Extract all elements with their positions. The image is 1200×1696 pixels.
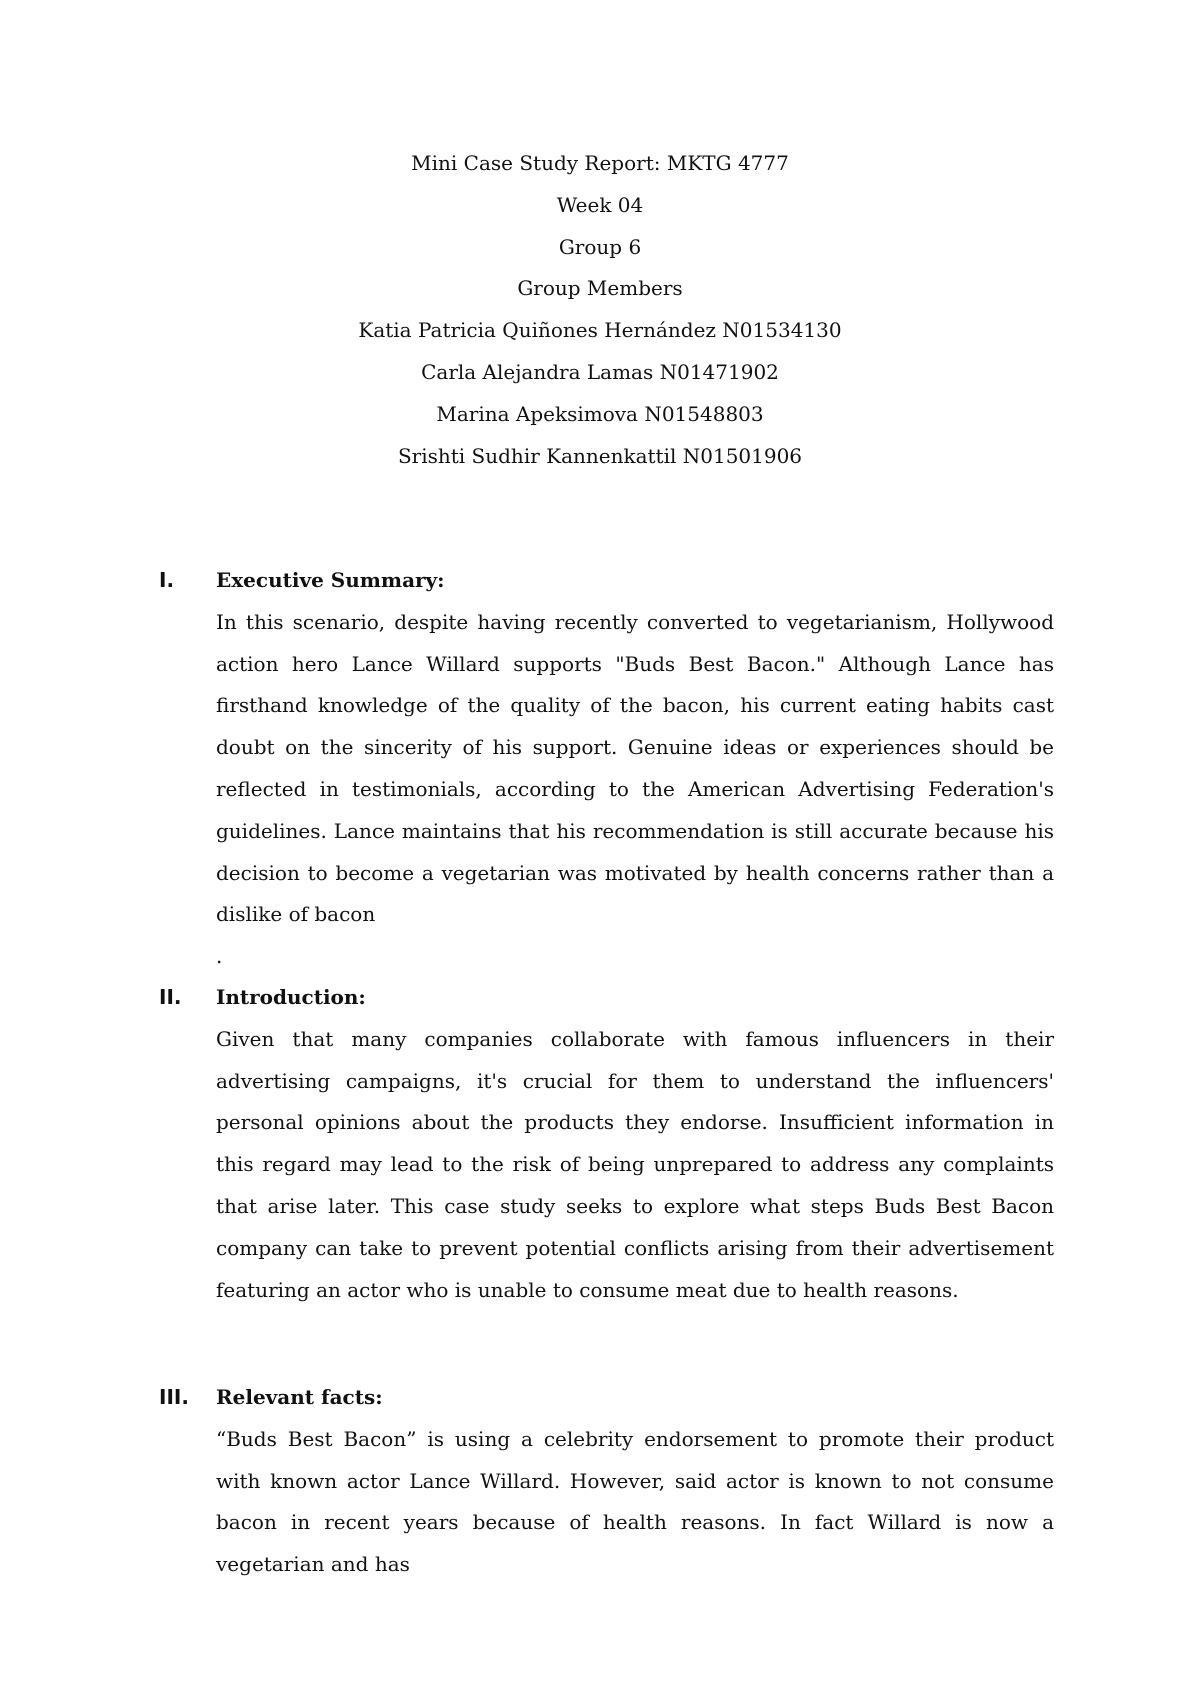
section-heading: Introduction: xyxy=(216,985,366,1009)
section-paragraph: In this scenario, despite having recently converted to vegetarianism, Hollywood action hero Lance Willard supports "Buds Best Bacon." Although Lance has firsthand knowledge of the quality of the bacon, his current eating habits cast doubt on the sincerity of his support. Genuine ideas or experiences should be reflected in testimonials, according to the American Advertising Federation's guidelines. Lance maintains that his recommendation is still accurate because his decision to become a vegetarian was motivated by health concerns rather than a dislike of bacon xyxy=(216,609,1054,927)
section-number: II. xyxy=(159,985,182,1009)
group-members-heading: Group Members xyxy=(517,276,683,301)
section-number: III. xyxy=(159,1385,189,1409)
group-label: Group 6 xyxy=(558,234,642,259)
section-body xyxy=(216,1419,1054,1586)
section-paragraph: “Buds Best Bacon” is using a celebrity endorsement to promote their product with known actor Lance Willard. However, said actor is known to not consume bacon in recent years because of health reasons. In fact Willard is now a vegetarian and has xyxy=(216,1426,1054,1577)
member-name: Marina Apeksimova N01548803 xyxy=(436,401,764,426)
title-block xyxy=(0,143,1200,477)
section-number: I. xyxy=(159,568,175,592)
section-heading: Relevant facts: xyxy=(216,1385,383,1409)
member-name: Katia Patricia Quiñones Hernández N01534130 xyxy=(358,318,842,343)
section-heading: Executive Summary: xyxy=(216,568,445,592)
week-label: Week 04 xyxy=(556,192,644,217)
trailing-period: . xyxy=(216,944,223,969)
member-name: Carla Alejandra Lamas N01471902 xyxy=(421,359,779,384)
section-paragraph: Given that many companies collaborate with famous influencers in their advertising campaigns, it's crucial for them to understand the influencers' personal opinions about the products they endorse. Insufficient information in this regard may lead to the risk of being unprepared to address any complaints that arise later. This case study seeks to explore what steps Buds Best Bacon company can take to prevent potential conflicts arising from their advertisement featuring an actor who is unable to consume meat due to health reasons. xyxy=(216,1026,1054,1302)
member-name: Srishti Sudhir Kannenkattil N01501906 xyxy=(397,443,803,468)
report-title: Mini Case Study Report: MKTG 4777 xyxy=(411,151,789,175)
section-body xyxy=(216,602,1054,978)
section-body xyxy=(216,1019,1054,1312)
